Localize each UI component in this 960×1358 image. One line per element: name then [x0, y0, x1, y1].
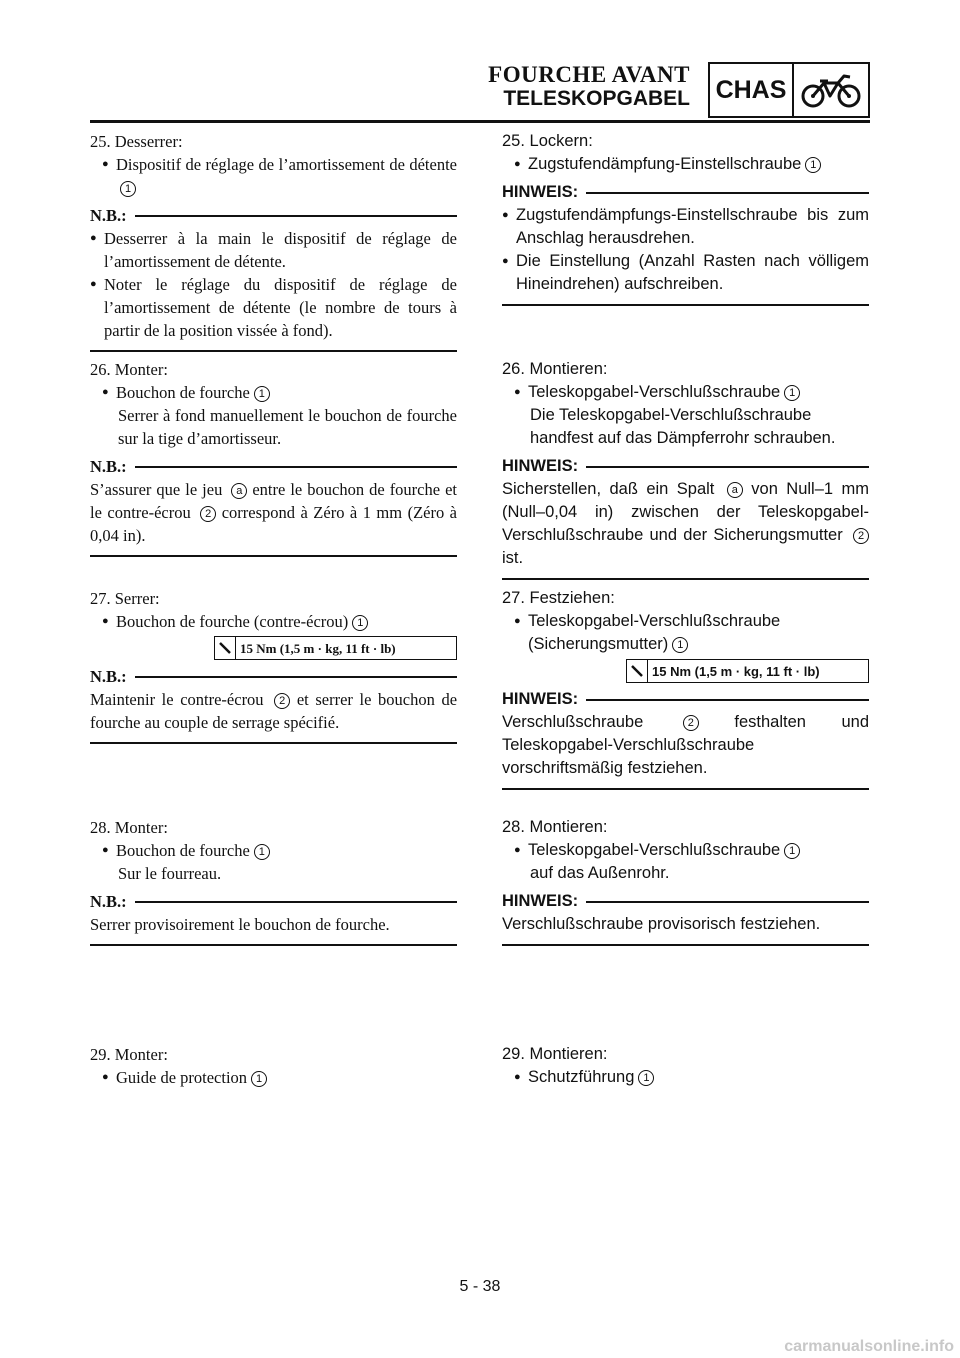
fr-step-26: 26. Monter: ● Bouchon de fourche 1 Serrer à fond manuellement le bouchon de fourche sur la tige d’amortisseur. N.B.: S’assurer que le jeu a entre le bouchon de fourche et le contre-écrou 2 correspond à Zéro à 1 mm (Zéro à 0,04 in). [90, 358, 457, 557]
ref-number: 2 [200, 506, 216, 522]
note-label: HINWEIS: [502, 892, 579, 910]
wrench-icon [627, 660, 648, 682]
ref-number: 1 [672, 637, 688, 653]
fr-step-29: 29. Monter: ● Guide de protection 1 [90, 1043, 457, 1089]
ref-number: 2 [683, 715, 699, 731]
note-label: N.B.: [90, 206, 127, 225]
de-step-28: 28. Montieren: ● Teleskopgabel-Verschlußschraube 1 auf das Außenrohr. HINWEIS: Verschlußschraube provisorisch festziehen. [502, 816, 869, 946]
note-label: N.B.: [90, 457, 127, 476]
ref-number: 1 [784, 843, 800, 859]
torque-spec: 15 Nm (1,5 m · kg, 11 ft · lb) [214, 636, 457, 660]
header-title-fr: FOURCHE AVANT [488, 62, 690, 87]
de-step-29: 29. Montieren: ● Schutzführung 1 [502, 1043, 869, 1089]
de-step-25: 25. Lockern: ● Zugstufendämpfung-Einstellschraube 1 HINWEIS: ● Zugstufendämpfungs-Einstellschraube bis zum Anschlag herausdrehen. ● Die Einstellung (Anzahl Rasten nach völligem Hineindrehen) aufschreiben. [502, 130, 869, 306]
watermark[interactable]: carmanualsonline.info [784, 1338, 954, 1355]
fr-step-25: 25. Desserrer: ● Dispositif de réglage de l’amortissement de détente1 N.B.: ● Desserrer à la main le dispositif de réglage de l’amortissement de détente. ● Noter le réglage du dispositif de réglage de l’amortissement de détente (le nombre de tours à partir de la position vissée à fond). [90, 130, 457, 352]
ref-number: 2 [853, 528, 869, 544]
page-number: 5 - 38 [459, 1278, 501, 1295]
ref-number: 1 [254, 386, 270, 402]
de-step-26: 26. Montieren: ● Teleskopgabel-Verschlußschraube 1 Die Teleskopgabel-Verschlußschraube handfest auf das Dämpferrohr schrauben. HINWEIS: Sicherstellen, daß ein Spalt a von Null–1 mm (Null–0,04 in) zwischen der Teleskopgabel-Verschlußschraube und der Sicherungsmutter 2 ist. [502, 358, 869, 580]
fr-step-28: 28. Monter: ● Bouchon de fourche 1 Sur le fourreau. N.B.: Serrer provisoirement le bouchon de fourche. [90, 816, 457, 946]
fr-step-27: 27. Serrer: ● Bouchon de fourche (contre-écrou) 1 15 Nm (1,5 m · kg, 11 ft · lb) N.B.: Maintenir le contre-écrou 2 et serrer le bouchon de fourche au couple de serrage spécifié. [90, 587, 457, 744]
note-label: N.B.: [90, 892, 127, 911]
ref-number: 1 [254, 844, 270, 860]
note-label: HINWEIS: [502, 690, 579, 708]
ref-number: 1 [784, 385, 800, 401]
ref-number: 1 [805, 157, 821, 173]
ref-number: 1 [352, 615, 368, 631]
wrench-icon [215, 637, 236, 659]
torque-spec: 15 Nm (1,5 m · kg, 11 ft · lb) [626, 659, 869, 683]
ref-letter: a [231, 483, 247, 499]
note-label: N.B.: [90, 667, 127, 686]
ref-number: 1 [120, 181, 136, 197]
motorcycle-icon [794, 64, 868, 116]
ref-number: 1 [638, 1070, 654, 1086]
note-label: HINWEIS: [502, 183, 579, 201]
note-label: HINWEIS: [502, 457, 579, 475]
page-header [490, 60, 870, 122]
ref-letter: a [727, 482, 743, 498]
header-rule [90, 120, 870, 123]
header-title-de: TELESKOPGABEL [503, 87, 690, 110]
de-step-27: 27. Festziehen: ● Teleskopgabel-Verschlußschraube (Sicherungsmutter) 1 15 Nm (1,5 m · kg, 11 ft · lb) HINWEIS: Verschlußschraube 2 festhalten und Teleskopgabel-Verschlußschraube vorschriftsmäßig festziehen. [502, 587, 869, 790]
ref-number: 2 [274, 693, 290, 709]
section-badge [708, 62, 870, 118]
ref-number: 1 [251, 1071, 267, 1087]
section-label: CHAS [710, 64, 794, 116]
